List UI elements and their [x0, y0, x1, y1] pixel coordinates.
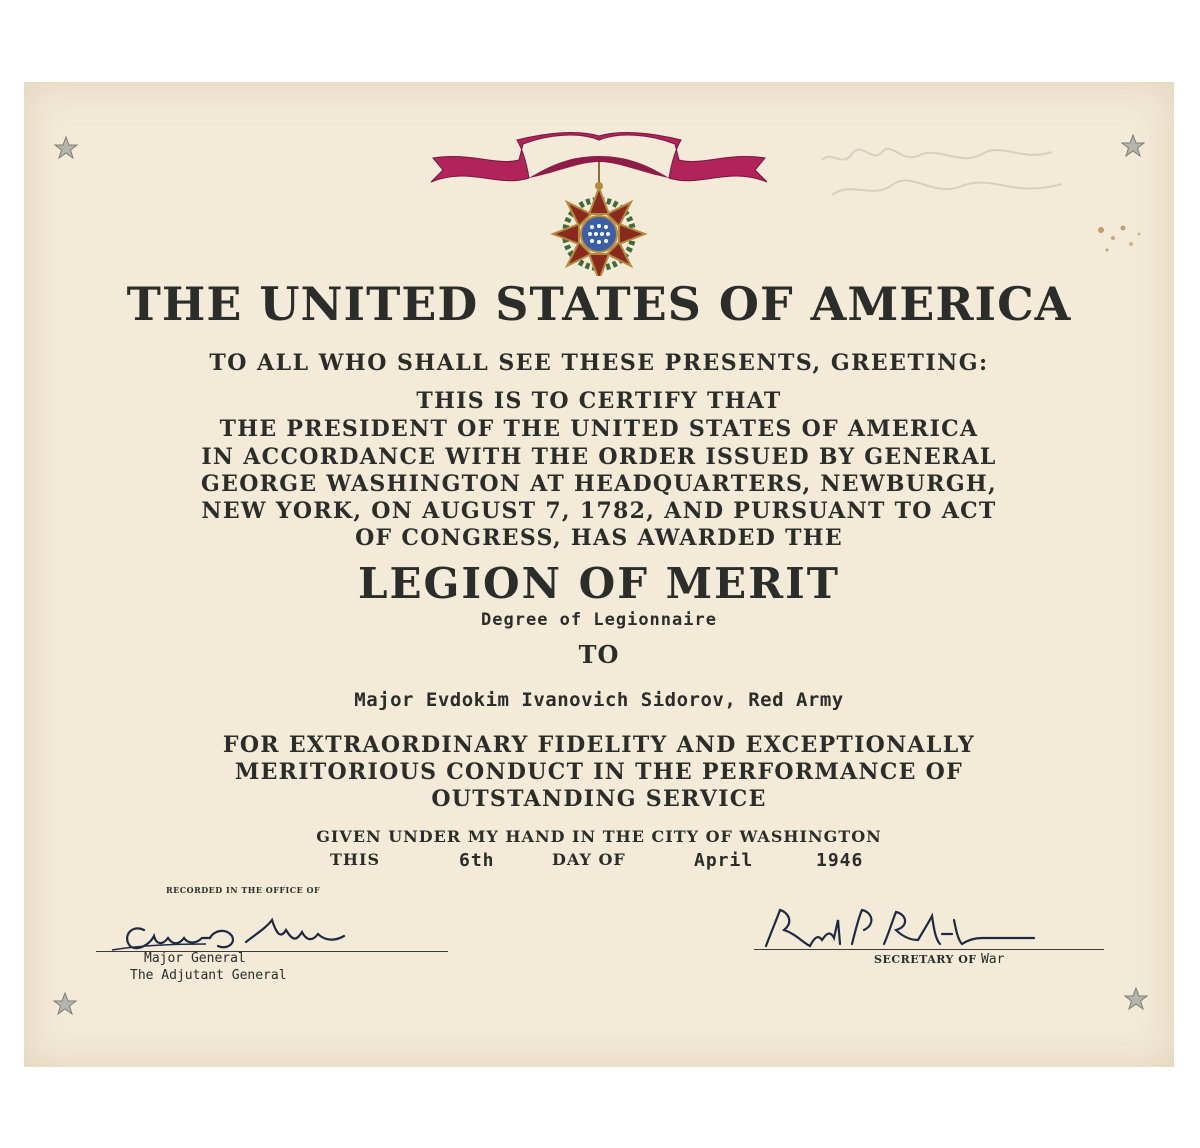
secretary-office-label: SECRETARY OF [874, 953, 977, 966]
secretary-office-suffix: War [980, 952, 1005, 967]
citation-line: FOR EXTRAORDINARY FIDELITY AND EXCEPTIONALLY [222, 732, 976, 758]
secretary-of-war-signature [744, 900, 1044, 960]
date-this-label: THIS [330, 850, 381, 869]
star-icon [1124, 987, 1148, 1011]
body-line: IN ACCORDANCE WITH THE ORDER ISSUED BY GENERAL [201, 444, 997, 470]
star-icon [1121, 134, 1145, 158]
given-line: GIVEN UNDER MY HAND IN THE CITY OF WASHINGTON [316, 827, 882, 846]
recorded-label: RECORDED IN THE OFFICE OF [166, 885, 321, 895]
foxing-stain [1089, 220, 1149, 260]
star-icon [54, 136, 78, 160]
pencil-annotation [812, 140, 1092, 210]
body-line: THE PRESIDENT OF THE UNITED STATES OF AMERICA [219, 416, 979, 442]
greeting-line: TO ALL WHO SHALL SEE THESE PRESENTS, GREETING: [209, 350, 989, 376]
award-name: LEGION OF MERIT [358, 559, 840, 608]
legion-of-merit-medal-icon [429, 126, 769, 276]
award-degree: Degree of Legionnaire [481, 610, 717, 630]
star-icon [53, 992, 77, 1016]
citation-line: OUTSTANDING SERVICE [431, 786, 767, 812]
recipient-name: Major Evdokim Ivanovich Sidorov, Red Army [354, 689, 844, 711]
signature-line [754, 949, 1104, 950]
signatory-office: The Adjutant General [130, 968, 287, 983]
date-day: 6th [459, 850, 495, 871]
body-line: GEORGE WASHINGTON AT HEADQUARTERS, NEWBURGH, [201, 471, 997, 497]
to-label: TO [578, 640, 620, 669]
date-month: April [694, 850, 754, 871]
certificate [24, 82, 1174, 1067]
date-day-of-label: DAY OF [552, 850, 626, 869]
secretary-of-war-title [874, 952, 1004, 967]
signatory-rank: Major General [144, 951, 246, 966]
date-line [24, 850, 1174, 874]
body-line: NEW YORK, ON AUGUST 7, 1782, AND PURSUANT TO ACT [201, 498, 997, 524]
certificate-title: THE UNITED STATES OF AMERICA [126, 277, 1072, 331]
body-line: OF CONGRESS, HAS AWARDED THE [355, 525, 843, 551]
date-year: 1946 [816, 850, 864, 871]
citation-line: MERITORIOUS CONDUCT IN THE PERFORMANCE OF [234, 759, 964, 785]
body-line: THIS IS TO CERTIFY THAT [416, 388, 782, 414]
